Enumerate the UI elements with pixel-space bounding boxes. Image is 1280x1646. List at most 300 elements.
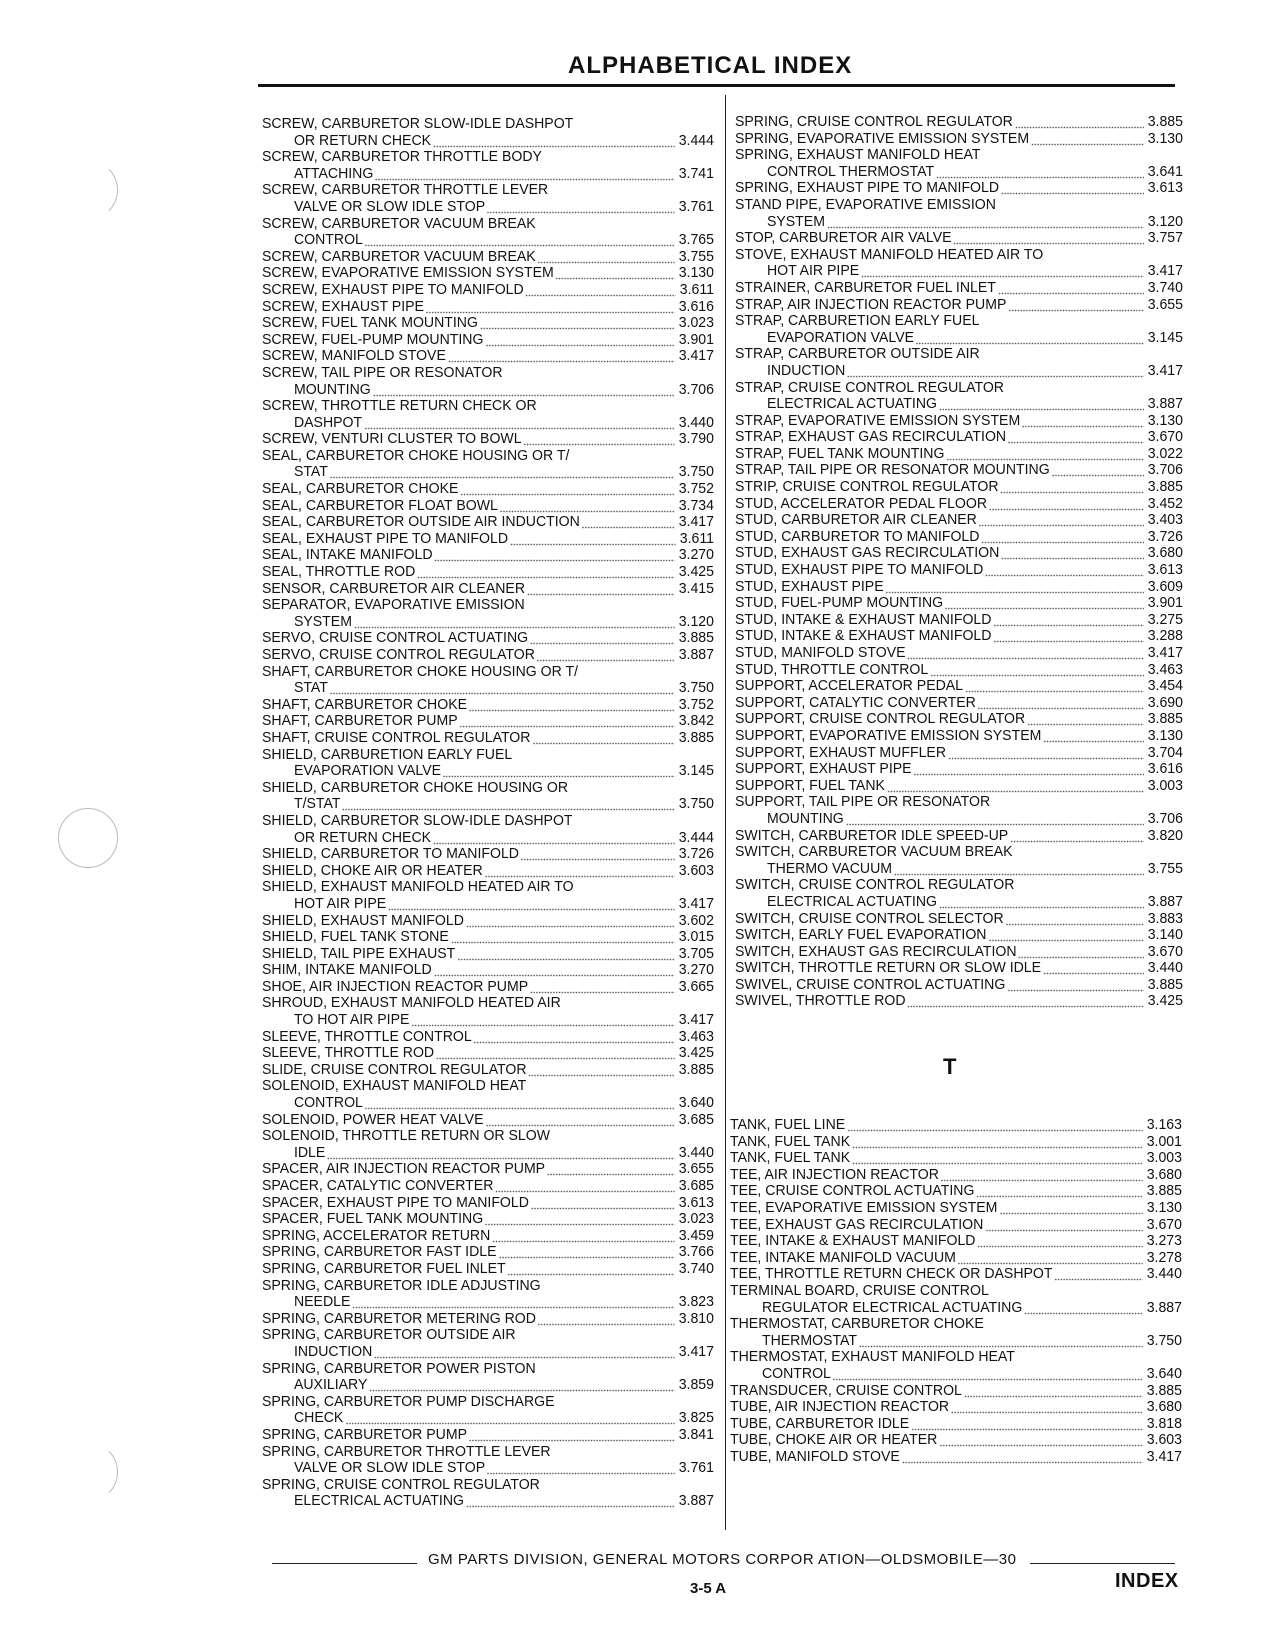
entry-page-ref: 3.680: [1146, 1165, 1182, 1183]
index-entry: [735, 462, 1183, 479]
dot-leader: [375, 166, 675, 183]
index-entry: [735, 794, 1183, 811]
entry-text: SHAFT, CARBURETOR CHOKE: [262, 696, 468, 713]
index-entry: [735, 131, 1183, 148]
index-entry: [262, 1161, 714, 1178]
entry-page-ref: 3.270: [678, 546, 714, 564]
index-entry: [262, 1460, 714, 1477]
index-entry: [735, 429, 1183, 446]
dot-leader: [523, 431, 674, 448]
entry-page-ref: 3.705: [678, 944, 714, 962]
entry-text: SERVO, CRUISE CONTROL REGULATOR: [262, 647, 535, 663]
dot-leader: [979, 512, 1144, 529]
index-entry: [735, 214, 1183, 231]
index-entry: [262, 448, 714, 465]
dot-leader: [936, 164, 1144, 181]
entry-text: CONTROL THERMOSTAT: [766, 163, 935, 180]
entry-page-ref: 3.761: [678, 197, 714, 215]
index-entry: [262, 299, 714, 316]
index-entry: [730, 1283, 1182, 1300]
index-entry: [262, 1344, 714, 1361]
entry-page-ref: 3.417: [678, 513, 714, 531]
index-entry: [730, 1250, 1182, 1267]
dot-leader: [1010, 828, 1144, 845]
index-entry: [735, 562, 1183, 579]
entry-text: SPRING, CRUISE CONTROL REGULATOR: [735, 114, 1013, 130]
entry-text: OR RETURN CHECK: [293, 829, 432, 846]
dot-leader: [457, 946, 675, 963]
entry-page-ref: 3.425: [1147, 992, 1183, 1010]
index-entry: [735, 180, 1183, 197]
index-entry: [730, 1134, 1182, 1151]
entry-text: SPACER, AIR INJECTION REACTOR PUMP: [262, 1161, 546, 1178]
entry-text: SPRING, EVAPORATIVE EMISSION SYSTEM: [735, 130, 1030, 147]
entry-page-ref: 3.885: [678, 728, 714, 746]
entry-page-ref: 3.270: [678, 961, 714, 979]
entry-text: STAND PIPE, EVAPORATIVE EMISSION: [735, 196, 996, 213]
entry-text: SWITCH, CARBURETOR IDLE SPEED-UP: [735, 827, 1009, 844]
entry-text: SCREW, EVAPORATIVE EMISSION SYSTEM: [262, 265, 554, 282]
dot-leader: [887, 778, 1144, 795]
entry-page-ref: 3.641: [1147, 162, 1183, 180]
entry-text: SUPPORT, EXHAUST PIPE: [735, 761, 912, 778]
entry-page-ref: 3.752: [678, 695, 714, 713]
entry-page-ref: 3.810: [678, 1309, 714, 1327]
index-entry: [735, 579, 1183, 596]
entry-page-ref: 3.417: [1146, 1447, 1182, 1465]
entry-text: MOUNTING: [766, 810, 844, 827]
entry-text: SPRING, CARBURETOR FAST IDLE: [262, 1244, 497, 1261]
index-entry: [735, 479, 1183, 496]
binder-hole-bottom: [58, 1442, 118, 1502]
entry-page-ref: 3.616: [678, 297, 714, 315]
entry-page-ref: 3.023: [678, 1210, 714, 1228]
entry-page-ref: 3.613: [1147, 179, 1183, 197]
dot-leader: [948, 745, 1144, 762]
index-entry: [735, 628, 1183, 645]
entry-page-ref: 3.885: [1146, 1381, 1182, 1399]
entry-text: SOLENOID, THROTTLE RETURN OR SLOW: [262, 1128, 551, 1145]
entry-text: TUBE, CHOKE AIR OR HEATER: [730, 1432, 938, 1449]
dot-leader: [965, 678, 1144, 695]
entry-page-ref: 3.417: [1147, 361, 1183, 379]
dot-leader: [434, 962, 675, 979]
index-entry: [735, 811, 1183, 828]
entry-text: SHAFT, CARBURETOR CHOKE HOUSING OR T/: [262, 663, 578, 680]
dot-leader: [945, 595, 1144, 612]
footer-rule-right: [1030, 1563, 1175, 1564]
entry-text: SPRING, CARBURETOR THROTTLE LEVER: [262, 1443, 551, 1460]
entry-text: SYSTEM: [766, 213, 825, 230]
dot-leader: [1001, 545, 1144, 562]
dot-leader: [527, 581, 675, 598]
index-entry: [735, 927, 1183, 944]
entry-text: EVAPORATION VALVE: [766, 329, 915, 346]
entry-text: SPACER, CATALYTIC CONVERTER: [262, 1178, 494, 1194]
dot-leader: [1000, 479, 1144, 496]
index-entry: [730, 1200, 1182, 1217]
entry-text: SCREW, CARBURETOR THROTTLE BODY: [262, 149, 542, 166]
index-entry: [735, 877, 1183, 894]
entry-text: STRAP, TAIL PIPE OR RESONATOR MOUNTING: [735, 462, 1050, 479]
dot-leader: [345, 1410, 675, 1427]
entry-text: SPRING, EXHAUST PIPE TO MANIFOLD: [735, 180, 1000, 197]
page-title: ALPHABETICAL INDEX: [568, 52, 853, 79]
entry-text: SUPPORT, EVAPORATIVE EMISSION SYSTEM: [735, 727, 1042, 744]
entry-page-ref: 3.611: [679, 280, 714, 298]
index-entry: [262, 1145, 714, 1162]
dot-leader: [500, 498, 675, 515]
index-entry: [262, 431, 714, 448]
index-entry: [262, 332, 714, 349]
entry-page-ref: 3.670: [1147, 428, 1183, 446]
entry-page-ref: 3.440: [1147, 959, 1183, 977]
index-entry: [735, 612, 1183, 629]
index-entry: [730, 1316, 1182, 1333]
entry-text: NEEDLE: [293, 1294, 351, 1311]
entry-page-ref: 3.901: [678, 330, 714, 348]
dot-leader: [443, 763, 675, 780]
entry-text: SPACER, EXHAUST PIPE TO MANIFOLD: [262, 1194, 529, 1211]
index-entry: [735, 396, 1183, 413]
entry-page-ref: 3.452: [1147, 494, 1183, 512]
entry-text: STRAP, FUEL TANK MOUNTING: [735, 445, 945, 462]
index-entry: [262, 962, 714, 979]
entry-page-ref: 3.288: [1147, 627, 1183, 645]
dot-leader: [978, 695, 1144, 712]
entry-text: STUD, CARBURETOR AIR CLEANER: [735, 512, 977, 529]
entry-text: STUD, ACCELERATOR PEDAL FLOOR: [735, 495, 988, 512]
entry-text: SCREW, FUEL-PUMP MOUNTING: [262, 331, 484, 348]
entry-page-ref: 3.680: [1146, 1398, 1182, 1416]
dot-leader: [369, 1377, 675, 1394]
entry-text: SHIELD, CARBURETION EARLY FUEL: [262, 746, 513, 763]
index-entry: [262, 1493, 714, 1510]
entry-text: SHOE, AIR INJECTION REACTOR PUMP: [262, 978, 529, 995]
dot-leader: [976, 1183, 1143, 1200]
index-entry: [262, 713, 714, 730]
entry-page-ref: 3.750: [1146, 1331, 1182, 1349]
title-rule: [258, 84, 1175, 87]
dot-leader: [365, 232, 675, 249]
entry-text: SOLENOID, POWER HEAT VALVE: [262, 1111, 484, 1128]
entry-text: TUBE, AIR INJECTION REACTOR: [730, 1399, 950, 1416]
entry-page-ref: 3.750: [678, 463, 714, 481]
dot-leader: [330, 464, 675, 481]
index-entry: [735, 529, 1183, 546]
dot-leader: [1008, 297, 1144, 314]
entry-text: SERVO, CRUISE CONTROL ACTUATING: [262, 630, 529, 647]
dot-leader: [459, 713, 674, 730]
entry-text: STRAP, AIR INJECTION REACTOR PUMP: [735, 296, 1007, 313]
index-entry: [735, 496, 1183, 513]
dot-leader: [827, 214, 1144, 231]
entry-page-ref: 3.765: [678, 231, 714, 249]
index-entry: [730, 1233, 1182, 1250]
entry-page-ref: 3.145: [678, 762, 714, 780]
entry-text: SCREW, EXHAUST PIPE: [262, 298, 424, 315]
dot-leader: [342, 796, 675, 813]
entry-text: SPRING, EXHAUST MANIFOLD HEAT: [735, 147, 981, 164]
index-entry: [262, 365, 714, 382]
index-entry: [262, 747, 714, 764]
dot-leader: [485, 1211, 675, 1228]
entry-text: STUD, FUEL-PUMP MOUNTING: [735, 595, 944, 612]
entry-text: SWIVEL, CRUISE CONTROL ACTUATING: [735, 976, 1006, 993]
entry-text: TEE, AIR INJECTION REACTOR: [730, 1166, 939, 1183]
entry-page-ref: 3.417: [678, 347, 714, 365]
entry-page-ref: 3.403: [1147, 511, 1183, 529]
entry-page-ref: 3.885: [678, 1060, 714, 1078]
entry-text: SPRING, CRUISE CONTROL REGULATOR: [262, 1476, 540, 1493]
entry-text: SPRING, CARBURETOR PUMP: [262, 1426, 468, 1443]
dot-leader: [330, 680, 675, 697]
entry-text: STAT: [293, 680, 328, 697]
entry-page-ref: 3.726: [1147, 527, 1183, 545]
index-entry: [730, 1383, 1182, 1400]
index-entry: [262, 265, 714, 282]
entry-page-ref: 3.670: [1146, 1215, 1182, 1233]
entry-text: STRAP, CARBURETION EARLY FUEL: [735, 313, 980, 330]
index-entry: [262, 531, 714, 548]
index-entry: [262, 282, 714, 299]
entry-page-ref: 3.459: [678, 1226, 714, 1244]
entry-page-ref: 3.273: [1146, 1232, 1182, 1250]
entry-text: SCREW, THROTTLE RETURN CHECK OR: [262, 398, 537, 415]
index-entry: [735, 297, 1183, 314]
entry-text: STUD, CARBURETOR TO MANIFOLD: [735, 528, 980, 545]
index-entry: [262, 1228, 714, 1245]
dot-leader: [1007, 977, 1144, 994]
index-entry: [735, 828, 1183, 845]
entry-text: STOVE, EXHAUST MANIFOLD HEATED AIR TO: [735, 246, 1044, 263]
dot-leader: [1027, 711, 1144, 728]
entry-page-ref: 3.883: [1147, 909, 1183, 927]
entry-text: SEAL, CARBURETOR CHOKE HOUSING OR T/: [262, 447, 570, 464]
dot-leader: [498, 1244, 675, 1261]
index-entry: [735, 761, 1183, 778]
entry-text: SHIELD, CARBURETOR SLOW-IDLE DASHPOT: [262, 812, 573, 829]
index-entry: [730, 1183, 1182, 1200]
dot-leader: [436, 1045, 675, 1062]
entry-text: SHIELD, CARBURETOR TO MANIFOLD: [262, 846, 519, 863]
dot-leader: [448, 348, 675, 365]
entry-page-ref: 3.463: [678, 1027, 714, 1045]
entry-text: SCREW, CARBURETOR VACUUM BREAK: [262, 215, 536, 232]
entry-page-ref: 3.278: [1146, 1248, 1182, 1266]
index-entry: [262, 1311, 714, 1328]
entry-page-ref: 3.885: [1147, 113, 1183, 130]
entry-page-ref: 3.003: [1147, 776, 1183, 794]
index-entry: [735, 147, 1183, 164]
index-entry: [262, 946, 714, 963]
entry-page-ref: 3.685: [678, 1110, 714, 1128]
entry-text: THERMOSTAT: [761, 1332, 858, 1349]
index-entry: [262, 249, 714, 266]
entry-page-ref: 3.887: [1147, 395, 1183, 413]
entry-page-ref: 3.454: [1147, 677, 1183, 695]
dot-leader: [487, 199, 675, 216]
entry-text: VALVE OR SLOW IDLE STOP: [293, 198, 486, 215]
index-entry: [735, 164, 1183, 181]
entry-text: IDLE: [293, 1144, 326, 1161]
entry-page-ref: 3.613: [1147, 561, 1183, 579]
index-entry: [262, 1244, 714, 1261]
dot-leader: [946, 446, 1144, 463]
dot-leader: [999, 1200, 1143, 1217]
entry-text: SHIM, INTAKE MANIFOLD: [262, 962, 432, 979]
dot-leader: [852, 1134, 1143, 1151]
entry-page-ref: 3.602: [678, 911, 714, 929]
index-entry: [262, 547, 714, 564]
entry-page-ref: 3.680: [1147, 544, 1183, 562]
index-entry: [262, 830, 714, 847]
entry-page-ref: 3.425: [678, 1044, 714, 1062]
index-entry: [262, 1029, 714, 1046]
entry-page-ref: 3.766: [678, 1243, 714, 1261]
index-entry: [262, 1211, 714, 1228]
entry-text: CONTROL: [293, 1095, 363, 1112]
dot-leader: [364, 415, 675, 432]
entry-text: THERMOSTAT, CARBURETOR CHOKE: [730, 1316, 984, 1333]
index-entry: [262, 913, 714, 930]
dot-leader: [939, 1432, 1143, 1449]
entry-page-ref: 3.841: [678, 1425, 714, 1443]
dot-leader: [930, 662, 1144, 679]
index-entry: [262, 348, 714, 365]
index-entry: [262, 1112, 714, 1129]
index-entry: [735, 346, 1183, 363]
index-entry: [262, 149, 714, 166]
dot-leader: [1015, 114, 1144, 131]
entry-text: STAT: [293, 464, 328, 481]
entry-page-ref: 3.842: [678, 712, 714, 730]
entry-text: SUPPORT, EXHAUST MUFFLER: [735, 744, 947, 761]
entry-page-ref: 3.001: [1146, 1132, 1182, 1150]
entry-page-ref: 3.885: [1146, 1182, 1182, 1200]
index-entry: [262, 1078, 714, 1095]
entry-text: SWITCH, EARLY FUEL EVAPORATION: [735, 927, 987, 944]
entry-text: SHIELD, FUEL TANK STONE: [262, 929, 449, 946]
dot-leader: [352, 1294, 675, 1311]
dot-leader: [327, 1145, 675, 1162]
page-number: 3-5 A: [690, 1580, 727, 1597]
entry-page-ref: 3.609: [1147, 577, 1183, 595]
entry-text: SWITCH, CRUISE CONTROL REGULATOR: [735, 877, 1015, 894]
dot-leader: [434, 547, 675, 564]
index-entry: [262, 1377, 714, 1394]
index-entry: [730, 1217, 1182, 1234]
index-entry: [735, 247, 1183, 264]
entry-page-ref: 3.823: [678, 1293, 714, 1311]
index-entry: [735, 645, 1183, 662]
entry-text: CONTROL: [293, 232, 363, 249]
index-entry: [730, 1300, 1182, 1317]
binder-hole-top: [58, 160, 118, 220]
index-entry: [735, 363, 1183, 380]
entry-text: SPRING, CARBURETOR FUEL INLET: [262, 1260, 506, 1277]
entry-page-ref: 3.887: [1147, 892, 1183, 910]
index-entry: [730, 1399, 1182, 1416]
dot-leader: [530, 979, 675, 996]
dot-leader: [1043, 728, 1144, 745]
index-entry: [735, 313, 1183, 330]
dot-leader: [847, 1117, 1143, 1134]
dot-leader: [411, 1012, 675, 1029]
entry-page-ref: 3.761: [678, 1459, 714, 1477]
entry-page-ref: 3.726: [678, 845, 714, 863]
index-entry: [262, 1045, 714, 1062]
entry-page-ref: 3.706: [678, 380, 714, 398]
dot-leader: [526, 282, 676, 299]
dot-leader: [510, 531, 676, 548]
index-entry: [730, 1167, 1182, 1184]
entry-text: SCREW, CARBURETOR VACUUM BREAK: [262, 248, 536, 265]
dot-leader: [508, 1261, 675, 1278]
entry-text: ATTACHING: [293, 165, 374, 182]
entry-text: SHIELD, TAIL PIPE EXHAUST: [262, 945, 456, 962]
dot-leader: [1001, 180, 1144, 197]
entry-page-ref: 3.003: [1146, 1149, 1182, 1167]
index-entry: [735, 695, 1183, 712]
entry-text: TUBE, MANIFOLD STOVE: [730, 1448, 900, 1465]
entry-page-ref: 3.685: [678, 1177, 714, 1194]
entry-text: ELECTRICAL ACTUATING: [766, 893, 937, 910]
entry-page-ref: 3.885: [678, 629, 714, 647]
dot-leader: [981, 529, 1144, 546]
section-letter-t: T: [943, 1054, 957, 1079]
entry-text: SEAL, CARBURETOR FLOAT BOWL: [262, 497, 498, 514]
entry-text: SPRING, ACCELERATOR RETURN: [262, 1227, 491, 1244]
index-entry: [735, 380, 1183, 397]
entry-text: SPRING, CARBURETOR METERING ROD: [262, 1310, 536, 1327]
entry-page-ref: 3.670: [1147, 942, 1183, 960]
entry-page-ref: 3.741: [678, 164, 714, 182]
index-entry: [262, 647, 714, 664]
index-entry: [262, 498, 714, 515]
entry-text: THERMOSTAT, EXHAUST MANIFOLD HEAT: [730, 1349, 1015, 1366]
entry-page-ref: 3.655: [678, 1160, 714, 1178]
index-entry: [262, 581, 714, 598]
dot-leader: [964, 1383, 1143, 1400]
entry-text: TEE, EVAPORATIVE EMISSION SYSTEM: [730, 1199, 998, 1216]
entry-text: STRAINER, CARBURETOR FUEL INLET: [735, 279, 996, 296]
dot-leader: [451, 929, 675, 946]
entry-page-ref: 3.616: [1147, 760, 1183, 778]
entry-text: SHIELD, EXHAUST MANIFOLD HEATED AIR TO: [262, 879, 574, 896]
entry-page-ref: 3.859: [678, 1376, 714, 1394]
entry-text: STUD, INTAKE & EXHAUST MANIFOLD: [735, 611, 992, 628]
index-entry: [262, 813, 714, 830]
entry-text: STUD, EXHAUST PIPE: [735, 578, 884, 595]
index-column-right: [735, 114, 1183, 1010]
entry-text: SCREW, VENTURI CLUSTER TO BOWL: [262, 431, 522, 448]
index-entry: [730, 1449, 1182, 1466]
index-entry: [735, 745, 1183, 762]
entry-page-ref: 3.463: [1147, 660, 1183, 678]
entry-page-ref: 3.757: [1147, 229, 1183, 247]
dot-leader: [480, 315, 675, 332]
entry-page-ref: 3.640: [678, 1094, 714, 1112]
entry-page-ref: 3.790: [678, 430, 714, 448]
dot-leader: [537, 647, 675, 664]
entry-text: SCREW, EXHAUST PIPE TO MANIFOLD: [262, 281, 524, 298]
index-entry: [262, 863, 714, 880]
index-entry: [262, 1294, 714, 1311]
entry-text: MOUNTING: [293, 381, 371, 398]
index-entry: [735, 330, 1183, 347]
entry-text: SPRING, CARBURETOR POWER PISTON: [262, 1360, 536, 1377]
